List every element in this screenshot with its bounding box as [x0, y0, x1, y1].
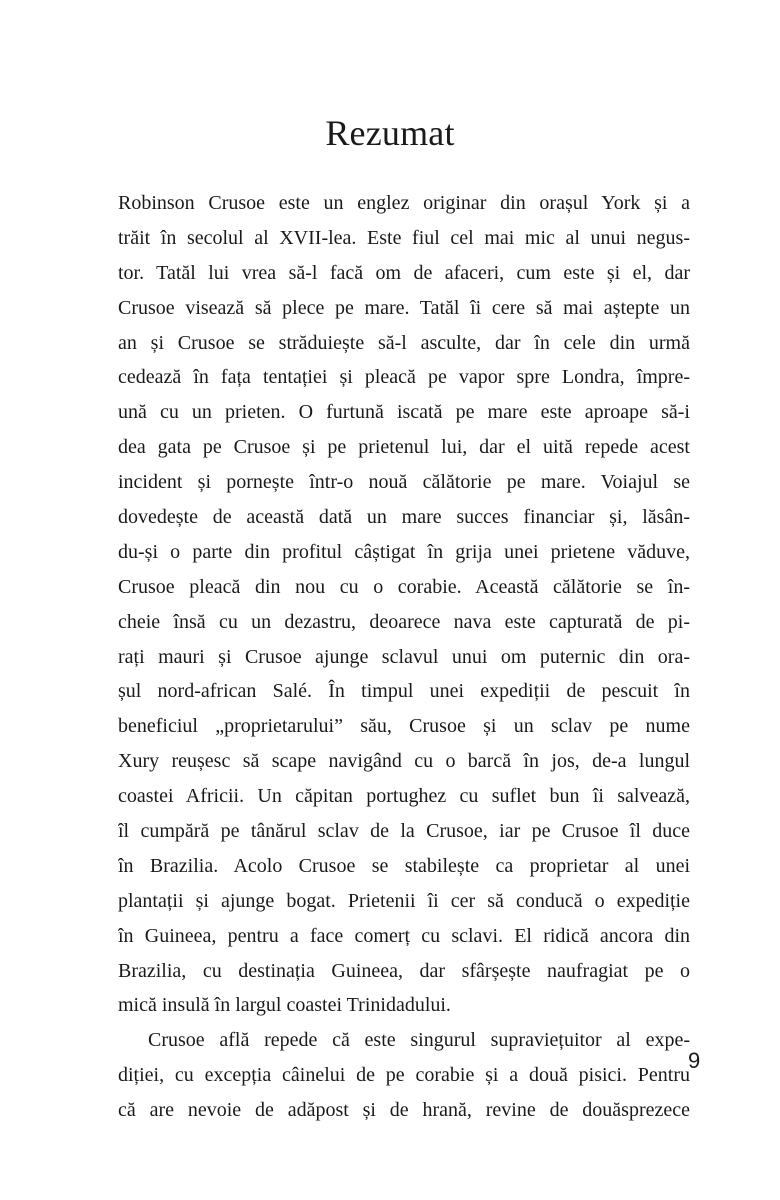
text-line: Robinson Crusoe este un englez originar din orașul York și a — [118, 192, 690, 214]
paragraph-2 — [118, 1023, 690, 1128]
page-number: 9 — [688, 1048, 701, 1073]
text-line: ună cu un prieten. O furtună iscată pe mare este aproape să-i — [118, 401, 690, 424]
text-line: în Guineea, pentru a face comerț cu sclavi. El ridică ancora din — [118, 924, 690, 947]
text-line: cheie însă cu un dezastru, deoarece nava este capturată de pi- — [118, 610, 690, 633]
text-line: cedează în fața tentației și pleacă pe vapor spre Londra, împre- — [118, 366, 690, 389]
text-line: rați mauri și Crusoe ajunge sclavul unui om puternic din ora- — [118, 645, 690, 668]
text-line: du-și o parte din profitul câștigat în grija unei prietene văduve, — [118, 540, 690, 563]
text-line: dovedește de această dată un mare succes financiar și, lăsân- — [118, 506, 690, 529]
chapter-title: Rezumat — [325, 113, 455, 153]
text-line: că are nevoie de adăpost și de hrană, revine de douăsprezece — [118, 1099, 690, 1122]
text-line: Xury reușesc să scape navigând cu o barcă în jos, de-a lungul — [118, 750, 690, 773]
text-line: plantații și ajunge bogat. Prietenii îi cer să conducă o expediție — [118, 889, 690, 912]
text-line: trăit în secolul al XVII-lea. Este fiul cel mai mic al unui negus- — [118, 226, 690, 249]
text-line: șul nord-african Salé. În timpul unei expediții de pescuit în — [118, 680, 690, 703]
text-line: incident și pornește într-o nouă călătorie pe mare. Voiajul se — [118, 471, 690, 494]
text-line: îl cumpără pe tânărul sclav de la Crusoe, iar pe Crusoe îl duce — [118, 820, 690, 843]
text-line: diției, cu excepția câinelui de pe corabie și a două pisici. Pentru — [118, 1064, 690, 1087]
text-line: dea gata pe Crusoe și pe prietenul lui, dar el uită repede acest — [118, 436, 690, 459]
text-line: Crusoe visează să plece pe mare. Tatăl îi cere să mai aștepte un — [118, 296, 690, 319]
text-line: Crusoe află repede că este singurul supraviețuitor al expe- — [148, 1029, 690, 1052]
text-line: coastei Africii. Un căpitan portughez cu suflet bun îi salvează, — [118, 785, 690, 808]
body-text — [118, 186, 690, 1128]
text-line: în Brazilia. Acolo Crusoe se stabilește ca proprietar al unei — [118, 854, 690, 877]
paragraph-1 — [118, 186, 690, 1023]
text-line: Crusoe pleacă din nou cu o corabie. Această călătorie se în- — [118, 575, 690, 598]
text-line: Brazilia, cu destinația Guineea, dar sfârșește naufragiat pe o — [118, 959, 690, 982]
text-line: tor. Tatăl lui vrea să-l facă om de afaceri, cum este și el, dar — [118, 261, 690, 284]
text-line: beneficiul „proprietarului” său, Crusoe și un sclav pe nume — [118, 715, 690, 738]
text-line: an și Crusoe se străduiește să-l asculte, dar în cele din urmă — [118, 331, 690, 354]
text-line: mică insulă în largul coastei Trinidadului. — [118, 994, 451, 1017]
